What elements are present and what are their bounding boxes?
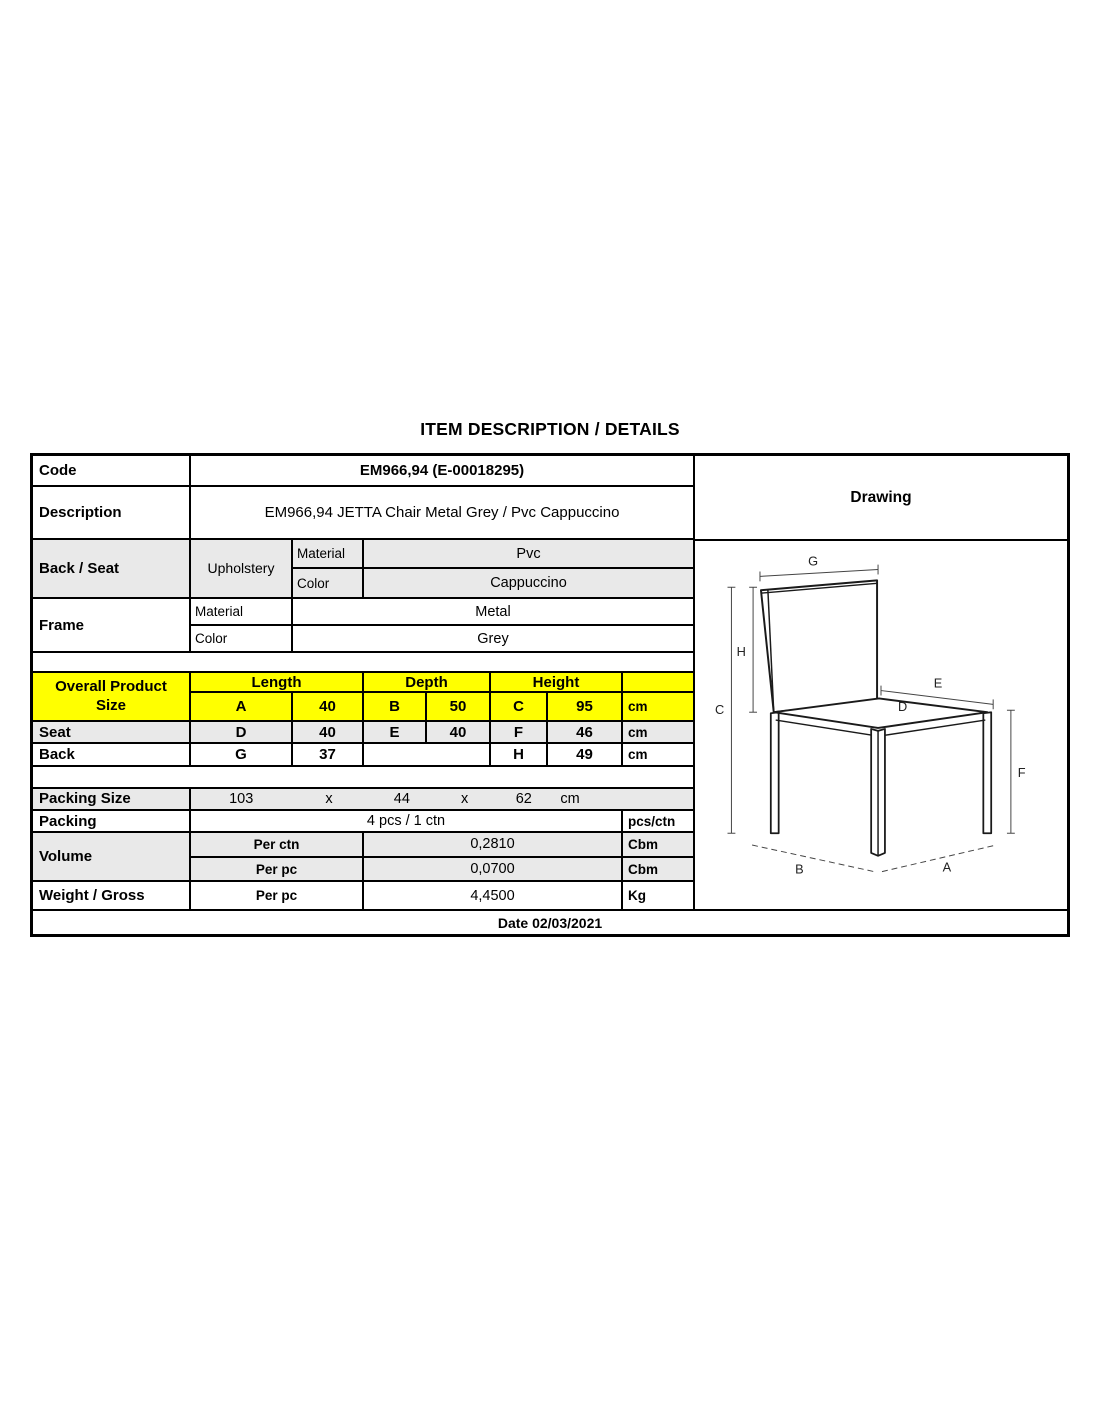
volume-per-ctn-value: 0,2810 bbox=[364, 833, 623, 856]
size-overall-c-key: C bbox=[491, 693, 548, 720]
seat-d-val: 40 bbox=[293, 722, 364, 742]
volume-label: Volume bbox=[33, 833, 191, 880]
packing-size-unit: cm bbox=[560, 790, 580, 807]
overall-size-label-line1: Overall Product bbox=[55, 678, 167, 696]
seat-f-key: F bbox=[491, 722, 548, 742]
packing-value: 4 pcs / 1 ctn bbox=[191, 811, 623, 831]
dim-label-a: A bbox=[942, 859, 952, 875]
frame-color-row bbox=[191, 626, 693, 651]
volume-per-pc-row bbox=[191, 858, 693, 881]
weight-per-pc-key: Per pc bbox=[191, 882, 364, 909]
frame-material-value: Metal bbox=[475, 603, 511, 620]
size-header-length: Length bbox=[191, 673, 364, 691]
overall-size-label-line2: Size bbox=[95, 696, 126, 714]
code-value: EM966,94 (E-00018295) bbox=[359, 461, 525, 479]
size-overall-a-val: 40 bbox=[293, 693, 364, 720]
dim-label-h: H bbox=[736, 644, 746, 660]
date-value: Date 02/03/2021 bbox=[497, 914, 603, 931]
overall-size-label bbox=[33, 673, 191, 720]
packing-row bbox=[33, 811, 693, 833]
packing-size-x1: x bbox=[325, 790, 333, 807]
packing-size-row bbox=[33, 789, 693, 812]
table-body bbox=[33, 456, 1067, 909]
volume-per-ctn-unit: Cbm bbox=[628, 836, 658, 852]
spec-left-section bbox=[33, 456, 693, 909]
overall-size-group bbox=[33, 673, 693, 722]
packing-size-label: Packing Size bbox=[33, 789, 191, 810]
overall-size-cols bbox=[191, 673, 693, 720]
dim-label-c: C bbox=[715, 702, 725, 718]
drawing-title: Drawing bbox=[695, 456, 1067, 541]
packing-size-values bbox=[191, 789, 693, 810]
weight-unit: Kg bbox=[628, 888, 646, 904]
back-size-label: Back bbox=[33, 744, 191, 765]
code-row bbox=[33, 456, 693, 487]
volume-per-pc-unit: Cbm bbox=[628, 861, 658, 877]
weight-value: 4,4500 bbox=[364, 882, 623, 909]
back-size-row bbox=[33, 744, 693, 767]
back-seat-color-value: Cappuccino bbox=[490, 575, 567, 592]
packing-label: Packing bbox=[33, 811, 191, 831]
back-depth-empty bbox=[364, 744, 491, 765]
weight-row bbox=[33, 882, 693, 909]
seat-size-label: Seat bbox=[33, 722, 191, 742]
spacer-row-2 bbox=[33, 767, 693, 789]
back-unit: cm bbox=[628, 747, 648, 762]
packing-unit: pcs/ctn bbox=[628, 813, 676, 829]
volume-per-pc-key: Per pc bbox=[191, 858, 364, 881]
seat-e-key: E bbox=[364, 722, 427, 742]
seat-unit: cm bbox=[628, 724, 648, 740]
back-g-key: G bbox=[191, 744, 293, 765]
dim-label-e: E bbox=[933, 675, 943, 691]
back-seat-material-value: Pvc bbox=[516, 545, 541, 562]
dim-label-b: B bbox=[795, 861, 804, 877]
packing-size-height: 62 bbox=[515, 790, 532, 807]
size-header-height: Height bbox=[491, 673, 623, 691]
size-overall-c-val: 95 bbox=[548, 693, 623, 720]
size-header-empty bbox=[623, 673, 693, 691]
back-h-key: H bbox=[491, 744, 548, 765]
packing-size-width: 44 bbox=[393, 790, 410, 807]
seat-e-val: 40 bbox=[427, 722, 491, 742]
dim-label-f: F bbox=[1017, 765, 1026, 781]
description-label: Description bbox=[33, 487, 191, 538]
volume-per-ctn-key: Per ctn bbox=[191, 833, 364, 856]
back-seat-upholstery: Upholstery bbox=[191, 540, 293, 597]
frame-group bbox=[33, 599, 693, 653]
back-g-val: 37 bbox=[293, 744, 364, 765]
size-overall-a-key: A bbox=[191, 693, 293, 720]
packing-size-x2: x bbox=[460, 790, 469, 807]
back-seat-group bbox=[33, 540, 693, 599]
description-row bbox=[33, 487, 693, 540]
back-seat-label: Back / Seat bbox=[33, 540, 191, 597]
frame-color-key: Color bbox=[191, 626, 293, 651]
code-label: Code bbox=[33, 456, 191, 485]
back-h-val: 49 bbox=[548, 744, 623, 765]
chair-drawing bbox=[695, 541, 1067, 909]
size-overall-b-key: B bbox=[364, 693, 427, 720]
drawing-panel bbox=[693, 456, 1067, 909]
size-overall-unit: cm bbox=[628, 699, 648, 715]
size-header-row bbox=[191, 673, 693, 693]
frame-material-row bbox=[191, 599, 693, 626]
spacer-row-1 bbox=[33, 653, 693, 673]
back-seat-material-row bbox=[293, 540, 693, 570]
date-row bbox=[33, 909, 1067, 934]
packing-size-length: 103 bbox=[229, 790, 254, 807]
frame-subrows bbox=[191, 599, 693, 651]
dim-label-g: G bbox=[808, 553, 819, 569]
back-seat-material-key: Material bbox=[293, 540, 364, 568]
back-seat-subrows bbox=[293, 540, 693, 597]
volume-per-pc-value: 0,0700 bbox=[364, 858, 623, 881]
seat-d-key: D bbox=[191, 722, 293, 742]
volume-subrows bbox=[191, 833, 693, 880]
frame-material-key: Material bbox=[191, 599, 293, 624]
page-title: ITEM DESCRIPTION / DETAILS bbox=[420, 419, 680, 439]
seat-size-row bbox=[33, 722, 693, 744]
size-overall-row bbox=[191, 693, 693, 720]
size-header-depth: Depth bbox=[364, 673, 491, 691]
frame-color-value: Grey bbox=[477, 630, 509, 647]
size-overall-b-val: 50 bbox=[427, 693, 491, 720]
frame-label: Frame bbox=[33, 599, 191, 651]
volume-per-ctn-row bbox=[191, 833, 693, 858]
volume-group bbox=[33, 833, 693, 882]
back-seat-color-row bbox=[293, 569, 693, 597]
back-seat-color-key: Color bbox=[293, 569, 364, 597]
item-spec-table bbox=[30, 453, 1070, 937]
weight-label: Weight / Gross bbox=[33, 882, 191, 909]
seat-f-val: 46 bbox=[548, 722, 623, 742]
drawing-canvas bbox=[695, 541, 1067, 909]
dim-label-d: D bbox=[898, 699, 908, 715]
description-value: EM966,94 JETTA Chair Metal Grey / Pvc Cappuccino bbox=[264, 503, 620, 521]
